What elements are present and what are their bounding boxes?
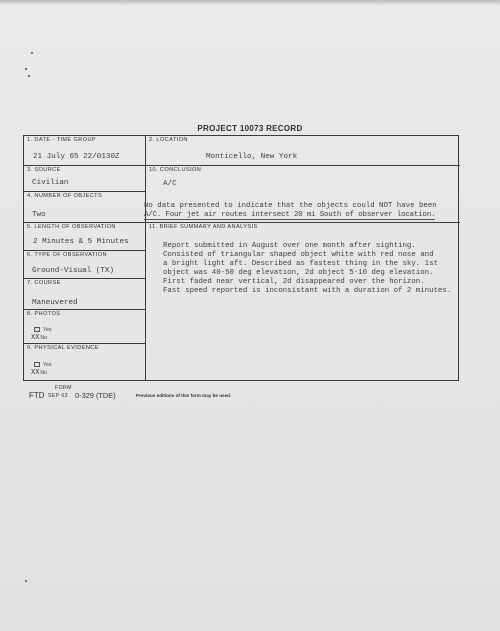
checked-mark-icon: XX <box>31 334 40 342</box>
summary-text-line: Report submitted in August over one month after sighting. <box>163 242 416 250</box>
length-label: 5. LENGTH OF OBSERVATION <box>27 224 116 230</box>
summary-text-line: Consisted of triangular shaped object white with red nose and <box>163 251 434 259</box>
conclusion-text-line: A/C. Four jet air routes intersect 20 mi South of observer location. <box>144 211 436 219</box>
summary-text-line: First faded near vertical, 2d disappeared over the horizon. <box>163 278 425 286</box>
photos-cell <box>24 310 145 344</box>
footer-form-label: FORM <box>55 385 72 391</box>
course-label: 7. COURSE <box>27 280 61 286</box>
summary-cell <box>146 223 460 382</box>
photos-no-option: XXNo <box>31 334 48 342</box>
physical-label: 9. PHYSICAL EVIDENCE <box>27 345 99 351</box>
location-cell <box>146 136 460 166</box>
course-cell <box>24 279 145 310</box>
conclusion-cell <box>146 166 460 223</box>
dtg-value: 21 July 65 22/0130Z <box>33 153 120 161</box>
source-label: 3. SOURCE <box>27 167 61 173</box>
physical-cell <box>24 344 145 382</box>
summary-label: 11. BRIEF SUMMARY AND ANALYSIS <box>149 224 258 230</box>
photos-yes-option: Yes <box>34 327 51 333</box>
conclusion-text-line: No data presented to indicate that the objects could NOT have been <box>144 202 437 210</box>
type-obs-label: 6. TYPE OF OBSERVATION <box>27 252 107 258</box>
num-objects-label: 4. NUMBER OF OBJECTS <box>27 193 103 199</box>
source-value: Civilian <box>32 179 69 187</box>
summary-text-line: a bright light aft. Described as fastest thing in the sky. 1st <box>163 260 438 268</box>
physical-no-option: XXNo <box>31 369 48 377</box>
checkbox-icon <box>34 327 40 332</box>
location-value: Monticello, New York <box>206 153 298 161</box>
scan-speck <box>31 52 33 54</box>
type-obs-cell <box>24 251 145 279</box>
course-value: Maneuvered <box>32 299 78 307</box>
length-value: 2 Minutes & 5 Minutes <box>33 238 129 246</box>
summary-text-line: Fast speed reported is inconsistant with a duration of 2 minutes. <box>163 287 452 295</box>
footer-previous-editions: Previous editions of this form may be used. <box>136 393 232 398</box>
type-obs-value: Ground-Visual (TX) <box>32 267 115 275</box>
checkbox-icon <box>34 362 40 367</box>
scan-speck <box>25 580 27 582</box>
conclusion-label: 10. CONCLUSION <box>149 167 202 173</box>
location-label: 2. LOCATION <box>149 137 188 143</box>
summary-text-line: object was 40-50 deg elevation, 2d object 5-10 deg elevation. <box>163 269 434 277</box>
form-title: PROJECT 10073 RECORD <box>197 124 303 133</box>
length-cell <box>24 223 145 251</box>
scan-speck <box>25 68 27 70</box>
num-objects-cell <box>24 192 145 223</box>
source-cell <box>24 166 145 192</box>
physical-yes-option: Yes <box>34 362 51 368</box>
scan-speck <box>28 75 30 77</box>
dtg-cell <box>24 136 145 166</box>
footer-form-number: 0-329 (TDE) <box>75 391 116 400</box>
num-objects-value: Two <box>32 211 46 219</box>
checked-mark-icon: XX <box>31 369 40 377</box>
photos-label: 8. PHOTOS <box>27 311 61 317</box>
left-column <box>24 136 146 380</box>
dtg-label: 1. DATE - TIME GROUP <box>27 137 97 143</box>
record-form <box>23 135 459 381</box>
scan-edge <box>0 0 500 5</box>
footer-date: SEP 63 <box>48 393 68 399</box>
footer-ftd: FTD <box>29 391 45 400</box>
conclusion-value: A/C <box>163 180 177 188</box>
